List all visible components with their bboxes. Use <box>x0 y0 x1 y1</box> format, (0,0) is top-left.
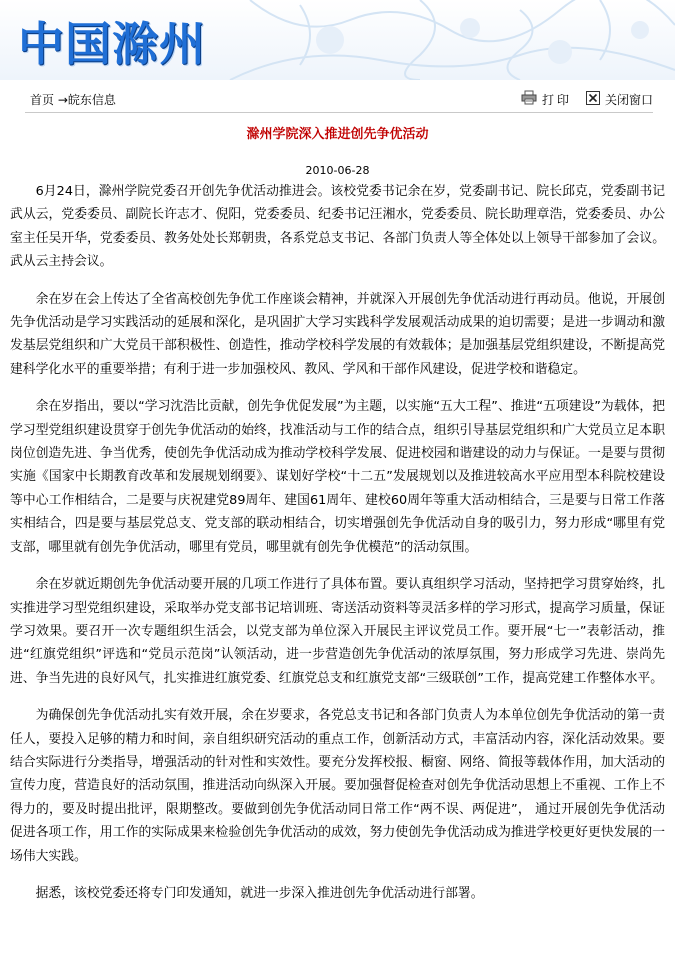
print-label: 打印 <box>541 92 572 107</box>
article-paragraph: 余在岁在会上传达了全省高校创先争优工作座谈会精神，并就深入开展创先争优活动进行再动员。他说，开展创先争优活动是学习实践活动的延展和深化，是巩固扩大学习实践科学发展观活动成果的迫切需要；是进一步调动和激发基层党组织和广大党员干部积极性、创造性，推动学校科学发展的有效载体；是加强基层党组织建设，不断提高党建科学化水平的重要举措；有利于进一步加强校风、教风、学风和干部作风建设，促进学校和谐稳定。 <box>10 291 665 377</box>
article-paragraph: 余在岁就近期创先争优活动要开展的几项工作进行了具体布置。要认真组织学习活动，坚持把学习贯穿始终，扎实推进学习型党组织建设，采取举办党支部书记培训班、寄送活动资料等灵活多样的学习形式，提高学习质量，保证学习效果。要召开一次专题组织生活会，以党支部为单位深入开展民主评议党员工作。要开展“七一”表彰活动，推进“红旗党组织”评选和“党员示范岗”认领活动，进一步营造创先争优活动的浓厚氛围，努力形成学习先进、崇尚先进、争当先进的良好风气，扎实推进红旗党委、红旗党总支和红旗党支部“三级联创”工作，提高党建工作整体水平。 <box>10 577 665 686</box>
printer-icon <box>521 90 537 108</box>
page-tools <box>521 90 653 108</box>
breadcrumb-home-link[interactable]: 首页 <box>30 93 55 107</box>
article-paragraph: 6月24日，滁州学院党委召开创先争优活动推进会。该校党委书记余在岁，党委副书记、院长邱克，党委副书记武从云，党委委员、副院长许志才、倪阳，党委委员、纪委书记汪湘水，党委委员、院长助理章浩，党委委员、办公室主任吴开华，党委委员、教务处处长郑朝贵，各系党总支书记、各部门负责人等全体处以上领导干部参加了会议。武从云主持会议。 <box>10 184 665 270</box>
close-window-label: 关闭窗口 <box>604 92 653 107</box>
article-paragraph: 余在岁指出，要以“学习沈浩比贡献，创先争优促发展”为主题，以实施“五大工程”、推进“五项建设”为载体，把学习型党组织建设贯穿于创先争优活动的始终，找准活动与工作的结合点，组织引导基层党组织和广大党员立足本职岗位创造先进、争当优秀，使创先争优活动成为推动学校科学发展、促进校园和谐建设的动力与保证。一是要与贯彻实施《国家中长期教育改革和发展规划纲要》、谋划好学校“十二五”发展规划以及推进较高水平应用型本科院校建设等中心工作相结合，二是要与庆祝建党89周年、建国61周年、建校60周年等重大活动相结合，三是要与日常工作落实相结合，四是要与基层党总支、党支部的联动相结合，切实增强创先争优活动自身的吸引力，努力形成“哪里有党支部，哪里就有创先争优活动，哪里有党员，哪里就有创先争优模范”的活动氛围。 <box>10 399 665 555</box>
print-button[interactable] <box>521 90 572 108</box>
article-date: 2010-06-28 <box>305 164 370 177</box>
toolbar <box>25 88 653 110</box>
site-logo[interactable]: 中国滁州 <box>18 17 206 71</box>
breadcrumb-section-link[interactable]: 皖东信息 <box>67 93 116 107</box>
close-window-icon <box>586 91 600 108</box>
breadcrumb-arrow: → <box>57 93 68 107</box>
divider <box>25 112 653 113</box>
breadcrumb <box>30 91 116 108</box>
article-body <box>10 180 665 919</box>
article-title: 滁州学院深入推进创先争优活动 <box>246 127 429 142</box>
article-paragraph: 为确保创先争优活动扎实有效开展，余在岁要求，各党总支书记和各部门负责人为本单位创先争优活动的第一责任人，要投入足够的精力和时间，亲自组织研究活动的重点工作，创新活动方式，丰富活动内容，深化活动效果。要结合实际进行分类指导，增强活动的针对性和实效性。要充分发挥校报、橱窗、网络、简报等载体作用，加大活动的宣传力度，营造良好的活动氛围，推进活动向纵深入开展。要加强督促检查对创先争优活动思想上不重视、工作上不得力的，要及时提出批评，限期整改。要做到创先争优活动同日常工作“两不误、两促进”， 通过开展创先争优活动促进各项工作，用工作的实际成果来检验创先争优活动的成效，努力使创先争优活动成为推进学校更好更快发展的一场伟大实践。 <box>10 708 665 864</box>
site-banner <box>0 0 675 80</box>
close-window-button[interactable] <box>586 91 653 108</box>
article-paragraph: 据悉，该校党委还将专门印发通知，就进一步深入推进创先争优活动进行部署。 <box>35 885 484 901</box>
